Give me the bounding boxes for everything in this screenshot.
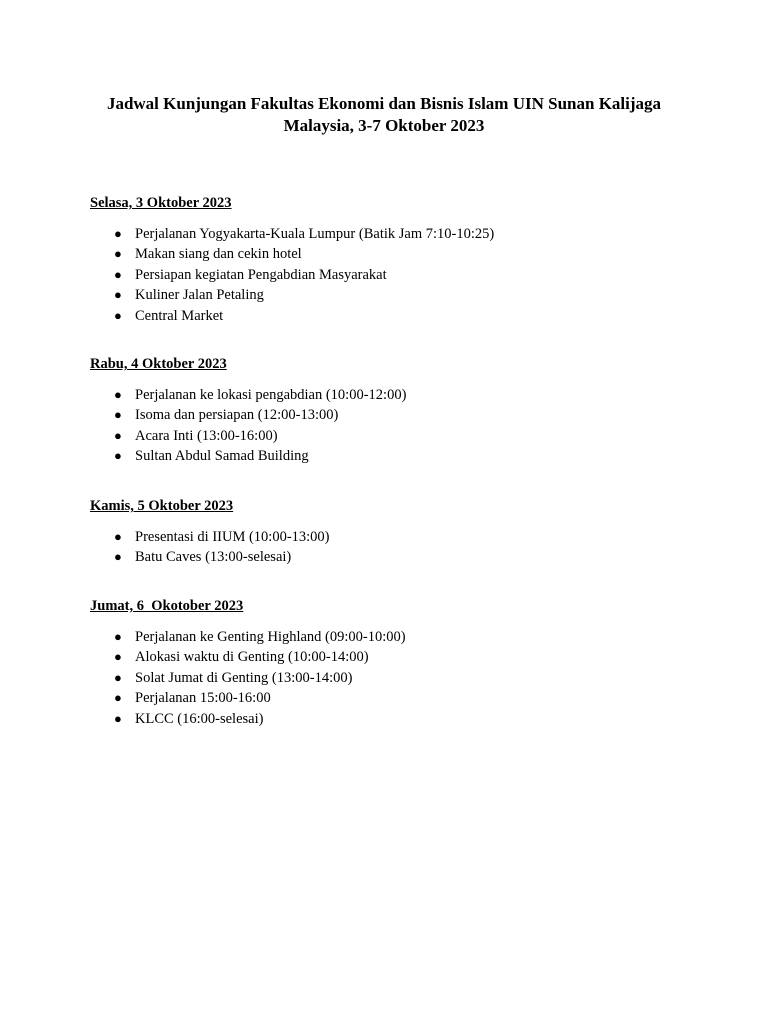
list-item: [90, 306, 710, 326]
bullet-icon: ●: [114, 529, 122, 544]
document-title: [0, 93, 768, 137]
schedule-list: [90, 385, 710, 467]
day-section-rabu: [90, 355, 710, 467]
bullet-icon: ●: [114, 669, 122, 685]
bullet-icon: ●: [114, 226, 122, 241]
day-heading: Rabu, 4 Oktober 2023: [90, 356, 227, 372]
bullet-icon: ●: [114, 407, 122, 423]
bullet-icon: ●: [114, 649, 122, 665]
list-item-text: Sultan Abdul Samad Building: [135, 448, 309, 465]
day-section-selasa: [90, 194, 710, 326]
day-section-kamis: [90, 497, 710, 568]
list-item-text: Perjalanan ke lokasi pengabdian (10:00-12:00): [135, 387, 407, 403]
list-item: [90, 668, 710, 688]
list-item-text: Batu Caves (13:00-selesai): [135, 549, 292, 566]
list-item: [90, 265, 710, 285]
list-item-text: Kuliner Jalan Petaling: [135, 287, 264, 304]
list-item: [90, 647, 710, 667]
schedule-list: [90, 224, 710, 326]
list-item: [90, 426, 710, 446]
list-item: [90, 547, 710, 567]
day-heading: Kamis, 5 Oktober 2023: [90, 498, 234, 514]
list-item: [90, 385, 710, 405]
bullet-icon: ●: [114, 287, 122, 303]
day-heading: Selasa, 3 Oktober 2023: [90, 195, 232, 211]
day-section-jumat: [90, 597, 710, 729]
bullet-icon: ●: [114, 266, 122, 282]
bullet-icon: ●: [114, 549, 122, 565]
list-item-text: Persiapan kegiatan Pengabdian Masyarakat: [135, 266, 387, 283]
bullet-icon: ●: [114, 246, 122, 262]
list-item: [90, 285, 710, 305]
list-item: [90, 244, 710, 264]
list-item-text: Alokasi waktu di Genting (10:00-14:00): [135, 649, 369, 666]
bullet-icon: ●: [114, 629, 122, 644]
list-item: [90, 627, 710, 647]
list-item-text: Solat Jumat di Genting (13:00-14:00): [135, 669, 353, 686]
document-title-line-2: Malaysia, 3-7 Oktober 2023: [283, 116, 485, 135]
list-item-text: Central Market: [135, 307, 224, 324]
list-item: [90, 709, 710, 729]
bullet-icon: ●: [114, 307, 122, 323]
list-item-text: KLCC (16:00-selesai): [135, 710, 264, 727]
list-item-text: Isoma dan persiapan (12:00-13:00): [135, 407, 339, 424]
list-item: [90, 405, 710, 425]
list-item-text: Perjalanan ke Genting Highland (09:00-10:00): [135, 629, 406, 645]
schedule-list: [90, 627, 710, 729]
list-item-text: Makan siang dan cekin hotel: [135, 246, 302, 263]
list-item: [90, 446, 710, 466]
bullet-icon: ●: [114, 710, 122, 726]
bullet-icon: ●: [114, 690, 122, 706]
list-item: [90, 688, 710, 708]
list-item: [90, 527, 710, 547]
document-title-line-1: Jadwal Kunjungan Fakultas Ekonomi dan Bisnis Islam UIN Sunan Kalijaga: [106, 94, 662, 113]
bullet-icon: ●: [114, 448, 122, 464]
list-item-text: Perjalanan Yogyakarta-Kuala Lumpur (Batik Jam 7:10-10:25): [135, 226, 495, 242]
schedule-list: [90, 527, 710, 568]
bullet-icon: ●: [114, 387, 122, 402]
bullet-icon: ●: [114, 427, 122, 443]
day-heading: Jumat, 6 Okotober 2023: [90, 598, 244, 614]
list-item: [90, 224, 710, 244]
list-item-text: Presentasi di IIUM (10:00-13:00): [135, 529, 330, 545]
list-item-text: Acara Inti (13:00-16:00): [135, 427, 278, 444]
list-item-text: Perjalanan 15:00-16:00: [135, 690, 271, 707]
